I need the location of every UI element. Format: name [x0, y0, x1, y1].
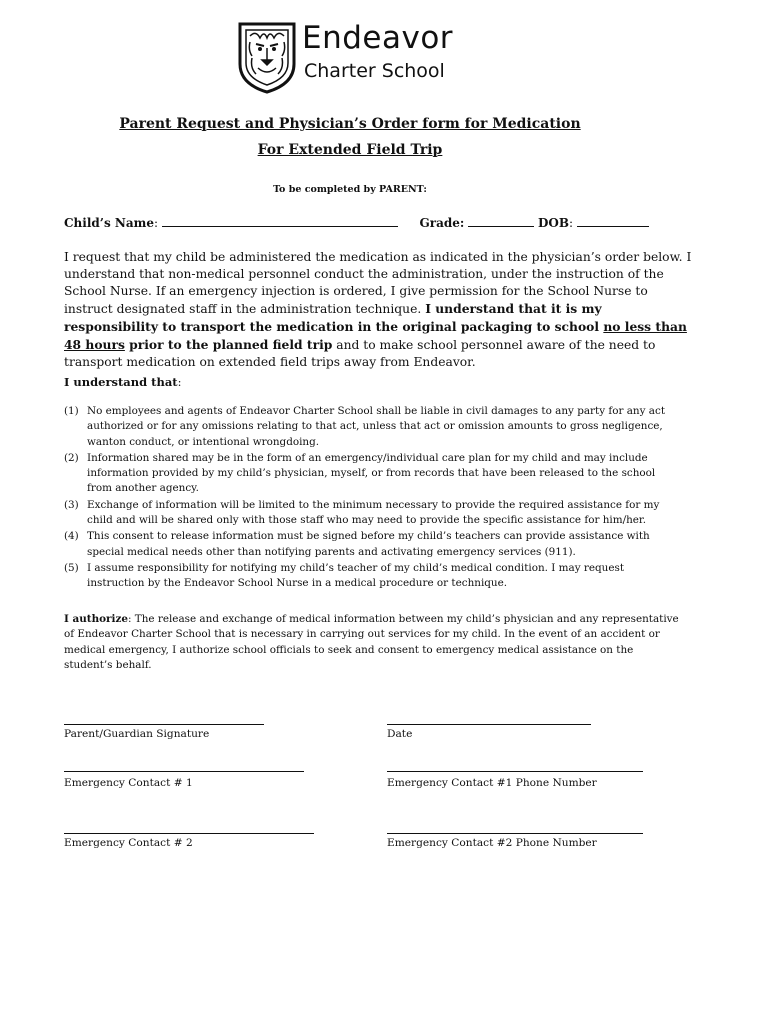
child-name-field[interactable]: [162, 215, 398, 227]
list-item: (1) No employees and agents of Endeavor Charter School shall be liable in civil damages to any party for any act authorized or for any omissions relating to that act, unless that act or omission amounts to gross negligence, wanton conduct, or intentional wrongdoing.: [64, 405, 665, 448]
list-item: (4) This consent to release information must be signed before my child’s teachers can provide assistance with special medical needs other than notifying parents and activating emergency services (911).: [64, 530, 650, 558]
list-item: (3) Exchange of information will be limited to the minimum necessary to provide the required assistance for my child and will be shared only with those staff who may need to provide the specific assistance for him/her.: [64, 498, 660, 527]
responsibility-text: I understand that it is my responsibility to transport the medication in the original packaging to school: [64, 301, 604, 334]
list-item: (2) Information shared may be in the form of an emergency/individual care plan for my child and may include information provided by my child’s physician, myself, or from records that have been released to the school from another agency.: [64, 451, 656, 495]
emergency-contact-2-field[interactable]: [64, 833, 314, 834]
parent-signature-label: Parent/Guardian Signature: [64, 728, 210, 740]
child-info-row: Child’s Name: Grade: DOB:: [64, 215, 649, 230]
logo-name: Endeavor: [302, 20, 454, 56]
date-field[interactable]: [387, 724, 591, 725]
authorize-label: I authorize: [64, 613, 128, 625]
logo-subtitle: Charter School: [304, 60, 445, 82]
authorize-text: : The release and exchange of medical information between my child’s physician and any representative of Endeavor Charter School that is necessary in carrying out services for my child. In the event of an accident or medical emergency, I authorize school officials to seek and consent to emergency medical assistance on the student’s behalf.: [64, 613, 679, 671]
request-text-2: and to make school personnel aware of the need to transport medication on extended field trips away from Endeavor.: [64, 338, 656, 369]
emergency-contact-1-phone-label: Emergency Contact #1 Phone Number: [387, 777, 597, 789]
list-item: (5) I assume responsibility for notifying my child’s teacher of my child’s medical condition. I may request instruction by the Endeavor School Nurse in a medical procedure or technique.: [64, 561, 624, 590]
lion-crest-icon: [236, 20, 298, 94]
emergency-contact-1-field[interactable]: [64, 771, 304, 772]
conditions-list: [64, 404, 674, 593]
emergency-contact-1-phone-field[interactable]: [387, 771, 643, 772]
date-label: Date: [387, 728, 413, 740]
dob-field[interactable]: [577, 215, 649, 227]
deadline-text: no less than 48 hours: [64, 319, 687, 352]
emergency-contact-2-phone-field[interactable]: [387, 833, 643, 834]
emergency-contact-2-label: Emergency Contact # 2: [64, 837, 193, 849]
request-paragraph: [64, 249, 696, 371]
emergency-contact-1-label: Emergency Contact # 1: [64, 777, 193, 789]
grade-field[interactable]: [468, 215, 534, 227]
grade-label: Grade:: [419, 216, 465, 230]
authorization-paragraph: [64, 612, 684, 673]
child-name-label: Child’s Name: [64, 216, 154, 230]
school-logo: [236, 20, 468, 96]
form-title: Parent Request and Physician’s Order form for Medication: [119, 116, 581, 132]
understand-heading: I understand that:: [64, 375, 182, 389]
dob-label: DOB: [537, 216, 569, 230]
completion-instruction: To be completed by PARENT:: [273, 184, 427, 195]
parent-signature-field[interactable]: [64, 724, 264, 725]
request-text: I request that my child be administered the medication as indicated in the physician’s order below. I understand that non-medical personnel conduct the administration, under the instruction of the School Nurse. If an emergency injection is ordered, I give permission for the School Nurse to instruct designated staff in the administration technique.: [64, 250, 692, 316]
responsibility-text-2: prior to the planned field trip: [124, 337, 333, 352]
form-subtitle: For Extended Field Trip: [257, 142, 443, 158]
emergency-contact-2-phone-label: Emergency Contact #2 Phone Number: [387, 837, 597, 849]
